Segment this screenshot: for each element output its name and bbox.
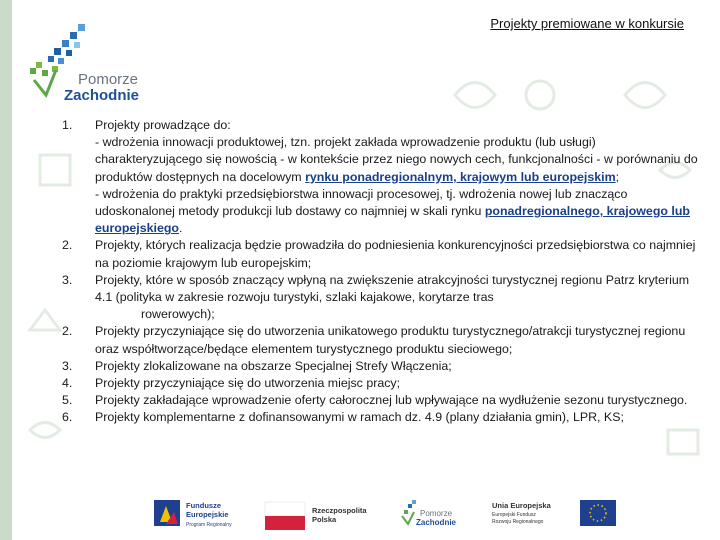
leaf-icon — [625, 83, 665, 108]
pomorze-zachodnie-small-logo — [402, 500, 457, 527]
svg-text:Europejskie: Europejskie — [186, 510, 229, 519]
item-text: Projekty zlokalizowane na obszarze Specjalnej Strefy Włączenia; — [95, 358, 452, 373]
item-number: 6. — [62, 410, 73, 425]
list-item — [62, 409, 702, 426]
item-line: ; — [615, 169, 620, 184]
item-text: Projekty przyczyniające się do utworzenia unikatowego produktu turystycznego/atrakcji turystycznej regionu oraz współtworzące/będące elementem turystycznego produktu sieciowego; — [95, 324, 686, 356]
list-item — [62, 237, 702, 271]
item-number: 5. — [62, 393, 73, 408]
list-item — [62, 392, 702, 409]
leaf-icon — [30, 423, 60, 438]
highlight-link: rynku ponadregionalnym, krajowym lub europejskim — [305, 169, 616, 184]
svg-text:Polska: Polska — [312, 515, 337, 524]
triangle-icon — [30, 310, 60, 330]
leaf-icon — [455, 83, 495, 108]
svg-text:Rzeczpospolita: Rzeczpospolita — [312, 506, 367, 515]
logo-text-line1: Pomorze — [78, 71, 139, 88]
book-icon — [668, 430, 698, 454]
item-line: Projekty, które w sposób znaczący wpłyną na zwiększenie atrakcyjności turystycznej regionu Patrz kryterium 4.1 (polityka w zakresie rozwoju turystyki, szlaki kajakowe, korytarze tras — [95, 272, 690, 305]
item-number: 2. — [62, 324, 73, 339]
rzeczpospolita-polska-logo — [265, 502, 367, 530]
logo-mark-icon — [30, 24, 85, 95]
svg-text:Rozwoju Regionalnego: Rozwoju Regionalnego — [492, 519, 544, 525]
flag-icon — [265, 502, 305, 516]
item-text: Projekty zakładające wprowadzenie oferty całorocznej lub wpływające na wydłużenie sezonu turystycznego. — [95, 393, 688, 408]
list-item — [62, 117, 702, 237]
list-item — [62, 375, 702, 392]
item-number: 3. — [62, 272, 73, 287]
logo-mark-icon — [408, 504, 412, 508]
svg-text:Zachodnie: Zachodnie — [416, 518, 457, 527]
item-number: 2. — [62, 238, 73, 253]
unia-europejska-logo — [492, 500, 616, 526]
svg-text:Unia Europejska: Unia Europejska — [492, 501, 551, 510]
circle-icon — [526, 81, 554, 109]
list-item — [62, 323, 702, 357]
list-item — [62, 358, 702, 375]
item-number: 1. — [62, 118, 73, 132]
item-text — [95, 117, 702, 237]
item-text: Projekty, których realizacja będzie prowadziła do podniesienia konkurencyjności przedsiębiorstwa co najmniej na poziomie krajowym lub europejskim; — [95, 238, 696, 270]
item-line: Projekty prowadzące do: — [95, 118, 231, 132]
svg-text:Europejski Fundusz: Europejski Fundusz — [492, 512, 536, 518]
criteria-list — [62, 117, 702, 427]
item-text: Projekty komplementarne z dofinansowanymi w ramach dz. 4.9 (plany działania gmin), LPR, KS; — [95, 410, 624, 425]
list-item — [62, 272, 702, 324]
fundusze-europejskie-logo — [154, 500, 232, 528]
item-line: rowerowych); — [141, 307, 215, 322]
slide-title: Projekty premiowane w konkursie — [490, 16, 684, 31]
svg-text:Fundusze: Fundusze — [186, 501, 221, 510]
item-text: Projekty przyczyniające się do utworzenia miejsc pracy; — [95, 376, 401, 391]
item-number: 4. — [62, 376, 73, 391]
pomorze-zachodnie-logo — [22, 20, 182, 110]
item-line: - wdrożenia innowacji produktowej, tzn. projekt zakłada wprowadzenie produktu (lub usługi) charakteryzującego się nowością - w kontekście przez niego nowych cech, funkcjonalności - w porównaniu do produktów dostępnych na docelowym — [95, 135, 698, 184]
item-number: 3. — [62, 358, 73, 373]
logo-text-line2: Zachodnie — [64, 87, 140, 104]
svg-text:Program Regionalny: Program Regionalny — [186, 522, 232, 528]
item-text — [95, 272, 702, 324]
footer-logos — [140, 494, 620, 534]
item-line: - wdrożenia do praktyki przedsiębiorstwa innowacji procesowej, tj. wdrożenia nowej lub znacząco udoskonalonej metody produkcji lub dostawy co najmniej w skali rynku — [95, 186, 628, 219]
highlight-link: ponadregionalnego, krajowego lub europejskiego — [95, 204, 690, 236]
eu-flag-icon — [580, 500, 616, 526]
svg-text:Pomorze: Pomorze — [420, 509, 453, 518]
item-line: . — [179, 221, 183, 236]
